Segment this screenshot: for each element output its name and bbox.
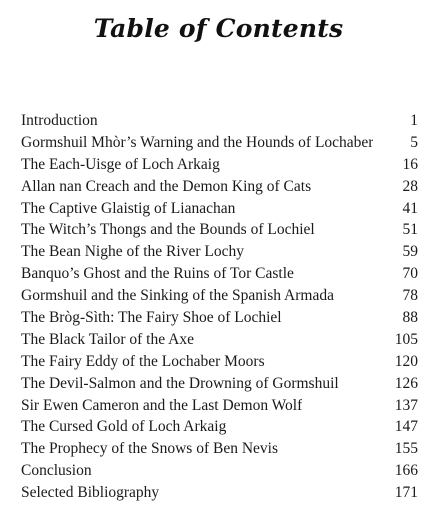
- toc-entry-page: 1: [410, 112, 418, 129]
- toc-entry-title: The Cursed Gold of Loch Arkaig: [21, 418, 227, 436]
- toc-entry[interactable]: [21, 484, 418, 506]
- toc-entry[interactable]: [21, 375, 418, 397]
- toc-entry-page: 16: [402, 155, 418, 173]
- toc-entry-page: 59: [402, 243, 418, 261]
- toc-entry-page: 126: [394, 374, 418, 392]
- toc-entry-page: 78: [402, 287, 418, 305]
- toc-entry[interactable]: [21, 112, 418, 134]
- toc-entry-title: Gormshuil and the Sinking of the Spanish Armada: [21, 287, 334, 305]
- toc-entry-title: The Prophecy of the Snows of Ben Nevis: [21, 440, 278, 458]
- toc-entry-title: Sir Ewen Cameron and the Last Demon Wolf: [21, 396, 303, 414]
- table-of-contents: [21, 112, 418, 506]
- toc-entry-page: 5: [410, 133, 418, 151]
- toc-entry[interactable]: [21, 178, 418, 200]
- toc-entry-page: 41: [402, 199, 418, 217]
- toc-entry-title: The Bròg-Sìth: The Fairy Shoe of Lochiel: [21, 309, 282, 327]
- toc-entry-page: 155: [394, 440, 418, 458]
- toc-entry-page: 147: [394, 418, 418, 436]
- toc-entry-title: The Bean Nighe of the River Lochy: [21, 243, 244, 261]
- toc-entry-page: 51: [402, 221, 418, 239]
- toc-entry-title: Gormshuil Mhòr’s Warning and the Hounds of Lochaber: [21, 133, 374, 151]
- toc-entry[interactable]: [21, 200, 418, 222]
- toc-entry-title: Banquo’s Ghost and the Ruins of Tor Castle: [21, 265, 294, 283]
- toc-entry[interactable]: [21, 418, 418, 440]
- toc-entry[interactable]: [21, 309, 418, 331]
- toc-entry-title: The Witch’s Thongs and the Bounds of Lochiel: [21, 221, 315, 239]
- toc-entry-title: Introduction: [21, 112, 98, 129]
- toc-entry[interactable]: [21, 353, 418, 375]
- toc-entry-page: 171: [394, 484, 418, 502]
- toc-entry[interactable]: [21, 243, 418, 265]
- toc-entry[interactable]: [21, 331, 418, 353]
- toc-entry-title: The Black Tailor of the Axe: [21, 330, 194, 348]
- toc-entry[interactable]: [21, 221, 418, 243]
- toc-entry-page: 28: [402, 177, 418, 195]
- toc-entry[interactable]: [21, 156, 418, 178]
- toc-entry-page: 105: [394, 330, 418, 348]
- toc-entry-title: Conclusion: [21, 462, 92, 480]
- toc-entry-page: 137: [394, 396, 418, 414]
- toc-entry-title: The Fairy Eddy of the Lochaber Moors: [21, 352, 265, 370]
- toc-entry[interactable]: [21, 134, 418, 156]
- toc-entry[interactable]: [21, 265, 418, 287]
- toc-entry-title: Selected Bibliography: [21, 484, 160, 502]
- toc-entry-page: 166: [394, 462, 418, 480]
- page-title: Table of Contents: [93, 14, 344, 43]
- toc-entry[interactable]: [21, 397, 418, 419]
- toc-entry-page: 120: [394, 352, 418, 370]
- toc-entry-page: 70: [402, 265, 418, 283]
- toc-entry[interactable]: [21, 462, 418, 484]
- toc-entry[interactable]: [21, 440, 418, 462]
- toc-entry[interactable]: [21, 287, 418, 309]
- toc-entry-title: The Captive Glaistig of Lianachan: [21, 199, 236, 217]
- toc-entry-title: The Each-Uisge of Loch Arkaig: [21, 155, 220, 173]
- toc-entry-title: The Devil-Salmon and the Drowning of Gormshuil: [21, 374, 339, 392]
- toc-entry-page: 88: [402, 309, 418, 327]
- toc-entry-title: Allan nan Creach and the Demon King of Cats: [21, 177, 312, 195]
